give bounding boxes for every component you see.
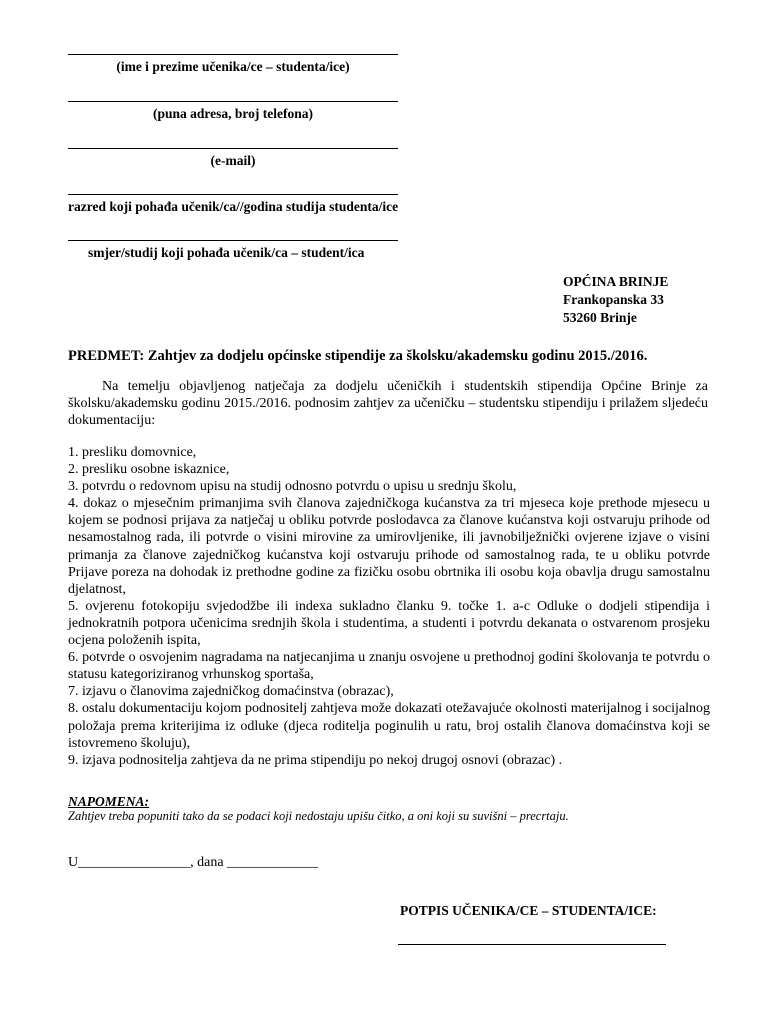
signature-label: POTPIS UČENIKA/CE – STUDENTA/ICE: [400, 903, 657, 918]
email-field [68, 148, 398, 169]
study-direction-line [68, 240, 398, 241]
address-phone-caption: (puna adresa, broj telefona) [152, 106, 313, 121]
list-item: 3. potvrdu o redovnom upisu na studij odnosno potvrdu o upisu u srednju školu, [68, 479, 517, 495]
address-phone-field [68, 101, 398, 122]
list-item: 8. ostalu dokumentaciju kojom podnositelj zahtjeva može dokazati otežavajuće okolnosti materijalnog i socijalnog položaja prema kriterijima iz odluke (djeca roditelja poginulih u ratu, broj ostalih članova domaćinstva koji se istovremeno školuju), [68, 701, 710, 751]
study-direction-field [68, 240, 398, 261]
list-item: 5. ovjerenu fotokopiju svjedodžbe ili indexa sukladno članku 9. točke 1. a-c Odluke o dodjeli stipendija i jednokratnih potpora učenicima srednjih škola i studentima, a studenti i potvrdu dekanata o ostvarenom prosjeku ocjena položenih ispita, [68, 598, 710, 649]
study-direction-caption: smjer/studij koji pohađa učenik/ca – student/ica [88, 245, 365, 260]
documents-list [68, 444, 710, 769]
place-date-line: U________________, dana _____________ [68, 855, 319, 870]
email-caption: (e-mail) [210, 153, 256, 168]
student-name-line [68, 54, 398, 55]
list-item: 9. izjava podnositelja zahtjeva da ne prima stipendiju po nekoj drugoj osnovi (obrazac) . [68, 752, 563, 768]
signature-line [398, 944, 666, 945]
grade-year-line [68, 194, 398, 195]
student-name-field [68, 54, 398, 75]
list-item: 7. izjavu o članovima zajedničkog domaćinstva (obrazac), [68, 684, 394, 700]
list-item: 1. presliku domovnice, [68, 445, 197, 460]
email-line [68, 148, 398, 149]
recipient-name: OPĆINA BRINJE [563, 274, 669, 289]
list-item: 2. presliku osobne iskaznice, [68, 462, 230, 478]
grade-year-caption: razred koji pohađa učenik/ca//godina studija studenta/ice [68, 199, 399, 214]
address-phone-line [68, 101, 398, 102]
recipient-address [563, 273, 668, 327]
intro-paragraph: Na temelju objavljenog natječaja za dodjelu učeničkih i studentskih stipendija Općine Brinje za školsku/akademsku godinu 2015./2016. podnosim zahtjev za učeničku – studentsku stipendiju i prilažem sljedeću dokumentaciju: [68, 379, 708, 428]
recipient-street: Frankopanska 33 [563, 292, 664, 307]
note-title: NAPOMENA: [68, 794, 150, 809]
recipient-city: 53260 Brinje [563, 310, 637, 325]
grade-year-field [68, 194, 398, 215]
subject-line: PREDMET: Zahtjev za dodjelu općinske stipendije za školsku/akademsku godinu 2015./2016. [68, 348, 648, 364]
student-name-caption: (ime i prezime učenika/ce – studenta/ice) [116, 59, 350, 74]
note-text: Zahtjev treba popuniti tako da se podaci koji nedostaju upišu čitko, a oni koji su suvišni – precrtaju. [68, 809, 569, 823]
list-item: 6. potvrde o osvojenim nagradama na natjecanjima u znanju osvojene u prethodnoj godini školovanja te potvrdu o statusu kategoriziranog vrhunskog sportaša, [68, 650, 710, 683]
list-item: 4. dokaz o mjesečnim primanjima svih članova zajedničkoga kućanstva za tri mjeseca koje prethode mjesecu u kojem se podnosi prijava za natječaj u obliku potvrde poslodavca za članove kućanstva koji ostvaruju prihode od nesamostalnog rada, ili potvrde o visini mirovine za umirovljenike, ili javnobilježnički ovjerene izjave o visini primanja za članove zajedničkog kućanstva koji ostvaruju prihode od samostalnog rada, te u obliku potvrde Prijave poreza na dohodak iz prethodne godine za fizičku osobu obrtnika ili osobu koja obavlja drugu samostalnu djelatnost, [68, 496, 710, 597]
